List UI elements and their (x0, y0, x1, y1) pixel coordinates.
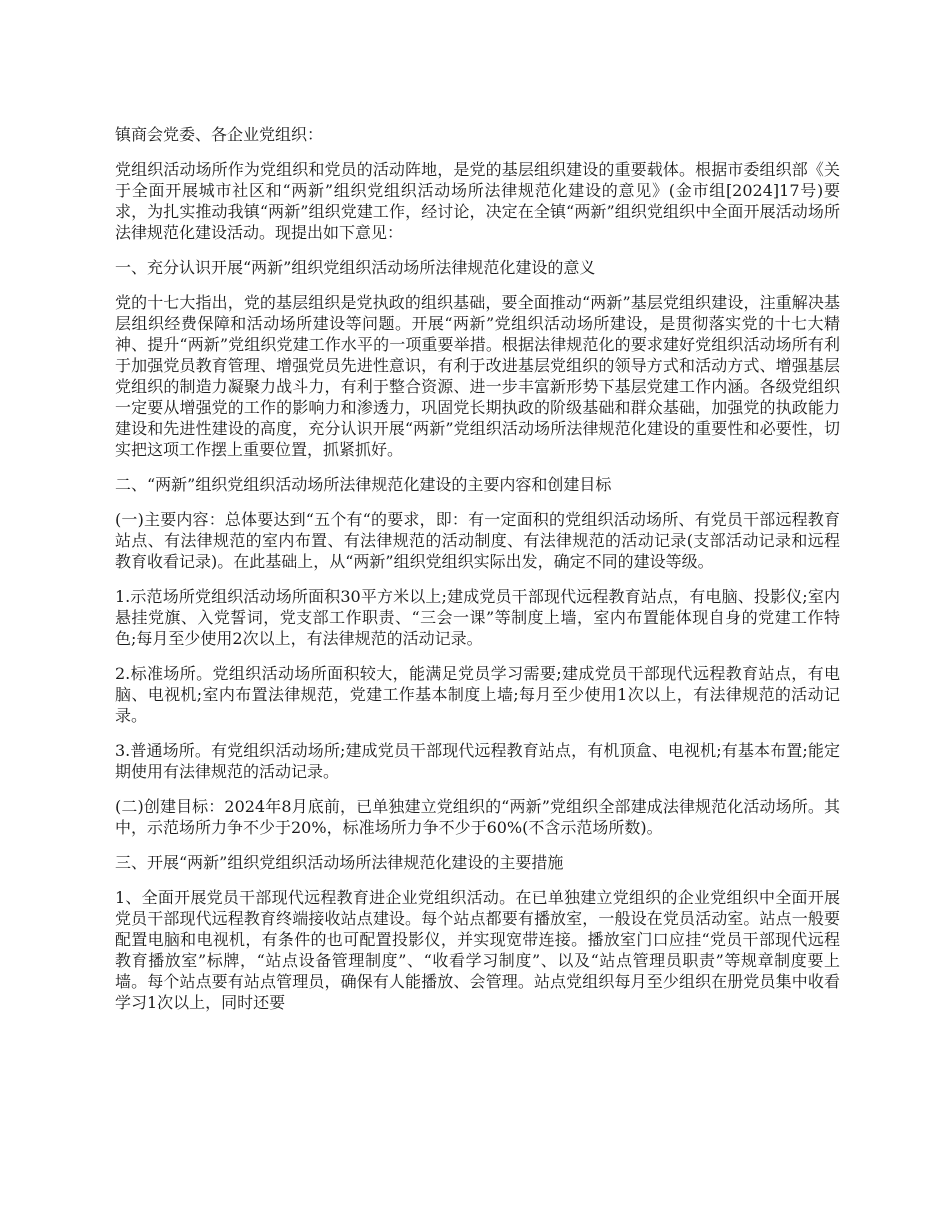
intro-paragraph: 党组织活动场所作为党组织和党员的活动阵地，是党的基层组织建设的重要载体。根据市委组织部《关于全面开展城市社区和“两新”组织党组织活动场所法律规范化建设的意见》(金市组[2024]17号)要求，为扎实推动我镇“两新”组织党建工作，经讨论，决定在全镇“两新”组织党组织中全面开展活动场所法律规范化建设活动。现提出如下意见： (115, 160, 840, 242)
salutation: 镇商会党委、各企业党组织： (115, 125, 324, 144)
item-2-standard-site: 2.标准场所。党组织活动场所面积较大，能满足党员学习需要;建成党员干部现代远程教育站点，有电脑、电视机;室内布置法律规范，党建工作基本制度上墙;每月至少使用1次以上，有法律规范的活动记录。 (115, 664, 840, 725)
section-2-goal: (二)创建目标：2024年8月底前，已单独建立党组织的“两新”党组织全部建成法律规范化活动场所。其中，示范场所力争不少于20%，标准场所力争不少于60%(不含示范场所数)。 (115, 797, 840, 837)
section-3-item-1: 1、全面开展党员干部现代远程教育进企业党组织活动。在已单独建立党组织的企业党组织中全面开展党员干部现代远程教育终端接收站点建设。每个站点都要有播放室，一般设在党员活动室。站点一般要配置电脑和电视机，有条件的也可配置投影仪，并实现宽带连接。播放室门口应挂“党员干部现代远程教育播放室”标牌，“站点设备管理制度”、“收看学习制度”、以及“站点管理员职责”等规章制度要上墙。每个站点要有站点管理员，确保有人能播放、会管理。站点党组织每月至少组织在册党员集中收看学习1次以上，同时还要 (115, 888, 840, 1012)
document-body (115, 124, 840, 1027)
section-1-heading: 一、充分认识开展“两新”组织党组织活动场所法律规范化建设的意义 (115, 258, 596, 277)
item-1-demonstration-site: 1.示范场所党组织活动场所面积30平方米以上;建成党员干部现代远程教育站点，有电脑、投影仪;室内悬挂党旗、入党誓词，党支部工作职责、“三会一课”等制度上墙，室内布置能体现自身的党建工作特色;每月至少使用2次以上，有法律规范的活动记录。 (115, 587, 840, 648)
section-1-paragraph: 党的十七大指出，党的基层组织是党执政的组织基础，要全面推动“两新”基层党组织建设，注重解决基层组织经费保障和活动场所建设等问题。开展“两新”党组织活动场所建设，是贯彻落实党的十七大精神、提升“两新”党组织党建工作水平的一项重要举措。根据法律规范化的要求建好党组织活动场所有利于加强党员教育管理、增强党员先进性意识，有利于改进基层党组织的领导方式和活动方式、增强基层党组织的制造力凝聚力战斗力，有利于整合资源、进一步丰富新形势下基层党建工作内涵。各级党组织一定要从增强党的工作的影响力和渗透力，巩固党长期执政的阶级基础和群众基础，加强党的执政能力建设和先进性建设的高度，充分认识开展“两新”党组织活动场所法律规范化建设的重要性和必要性，切实把这项工作摆上重要位置，抓紧抓好。 (115, 293, 840, 459)
section-2-main-content: (一)主要内容：总体要达到“五个有“的要求，即：有一定面积的党组织活动场所、有党员干部远程教育站点、有法律规范的室内布置、有法律规范的活动制度、有法律规范的活动记录(支部活动记录和远程教育收看记录)。在此基础上，从“两新”组织党组织实际出发，确定不同的建设等级。 (115, 510, 840, 571)
section-3-heading: 三、开展“两新”组织党组织活动场所法律规范化建设的主要措施 (115, 853, 564, 872)
item-3-ordinary-site: 3.普通场所。有党组织活动场所;建成党员干部现代远程教育站点，有机顶盒、电视机;有基本布置;能定期使用有法律规范的活动记录。 (115, 741, 840, 781)
section-2-heading: 二、“两新”组织党组织活动场所法律规范化建设的主要内容和创建目标 (115, 475, 612, 494)
